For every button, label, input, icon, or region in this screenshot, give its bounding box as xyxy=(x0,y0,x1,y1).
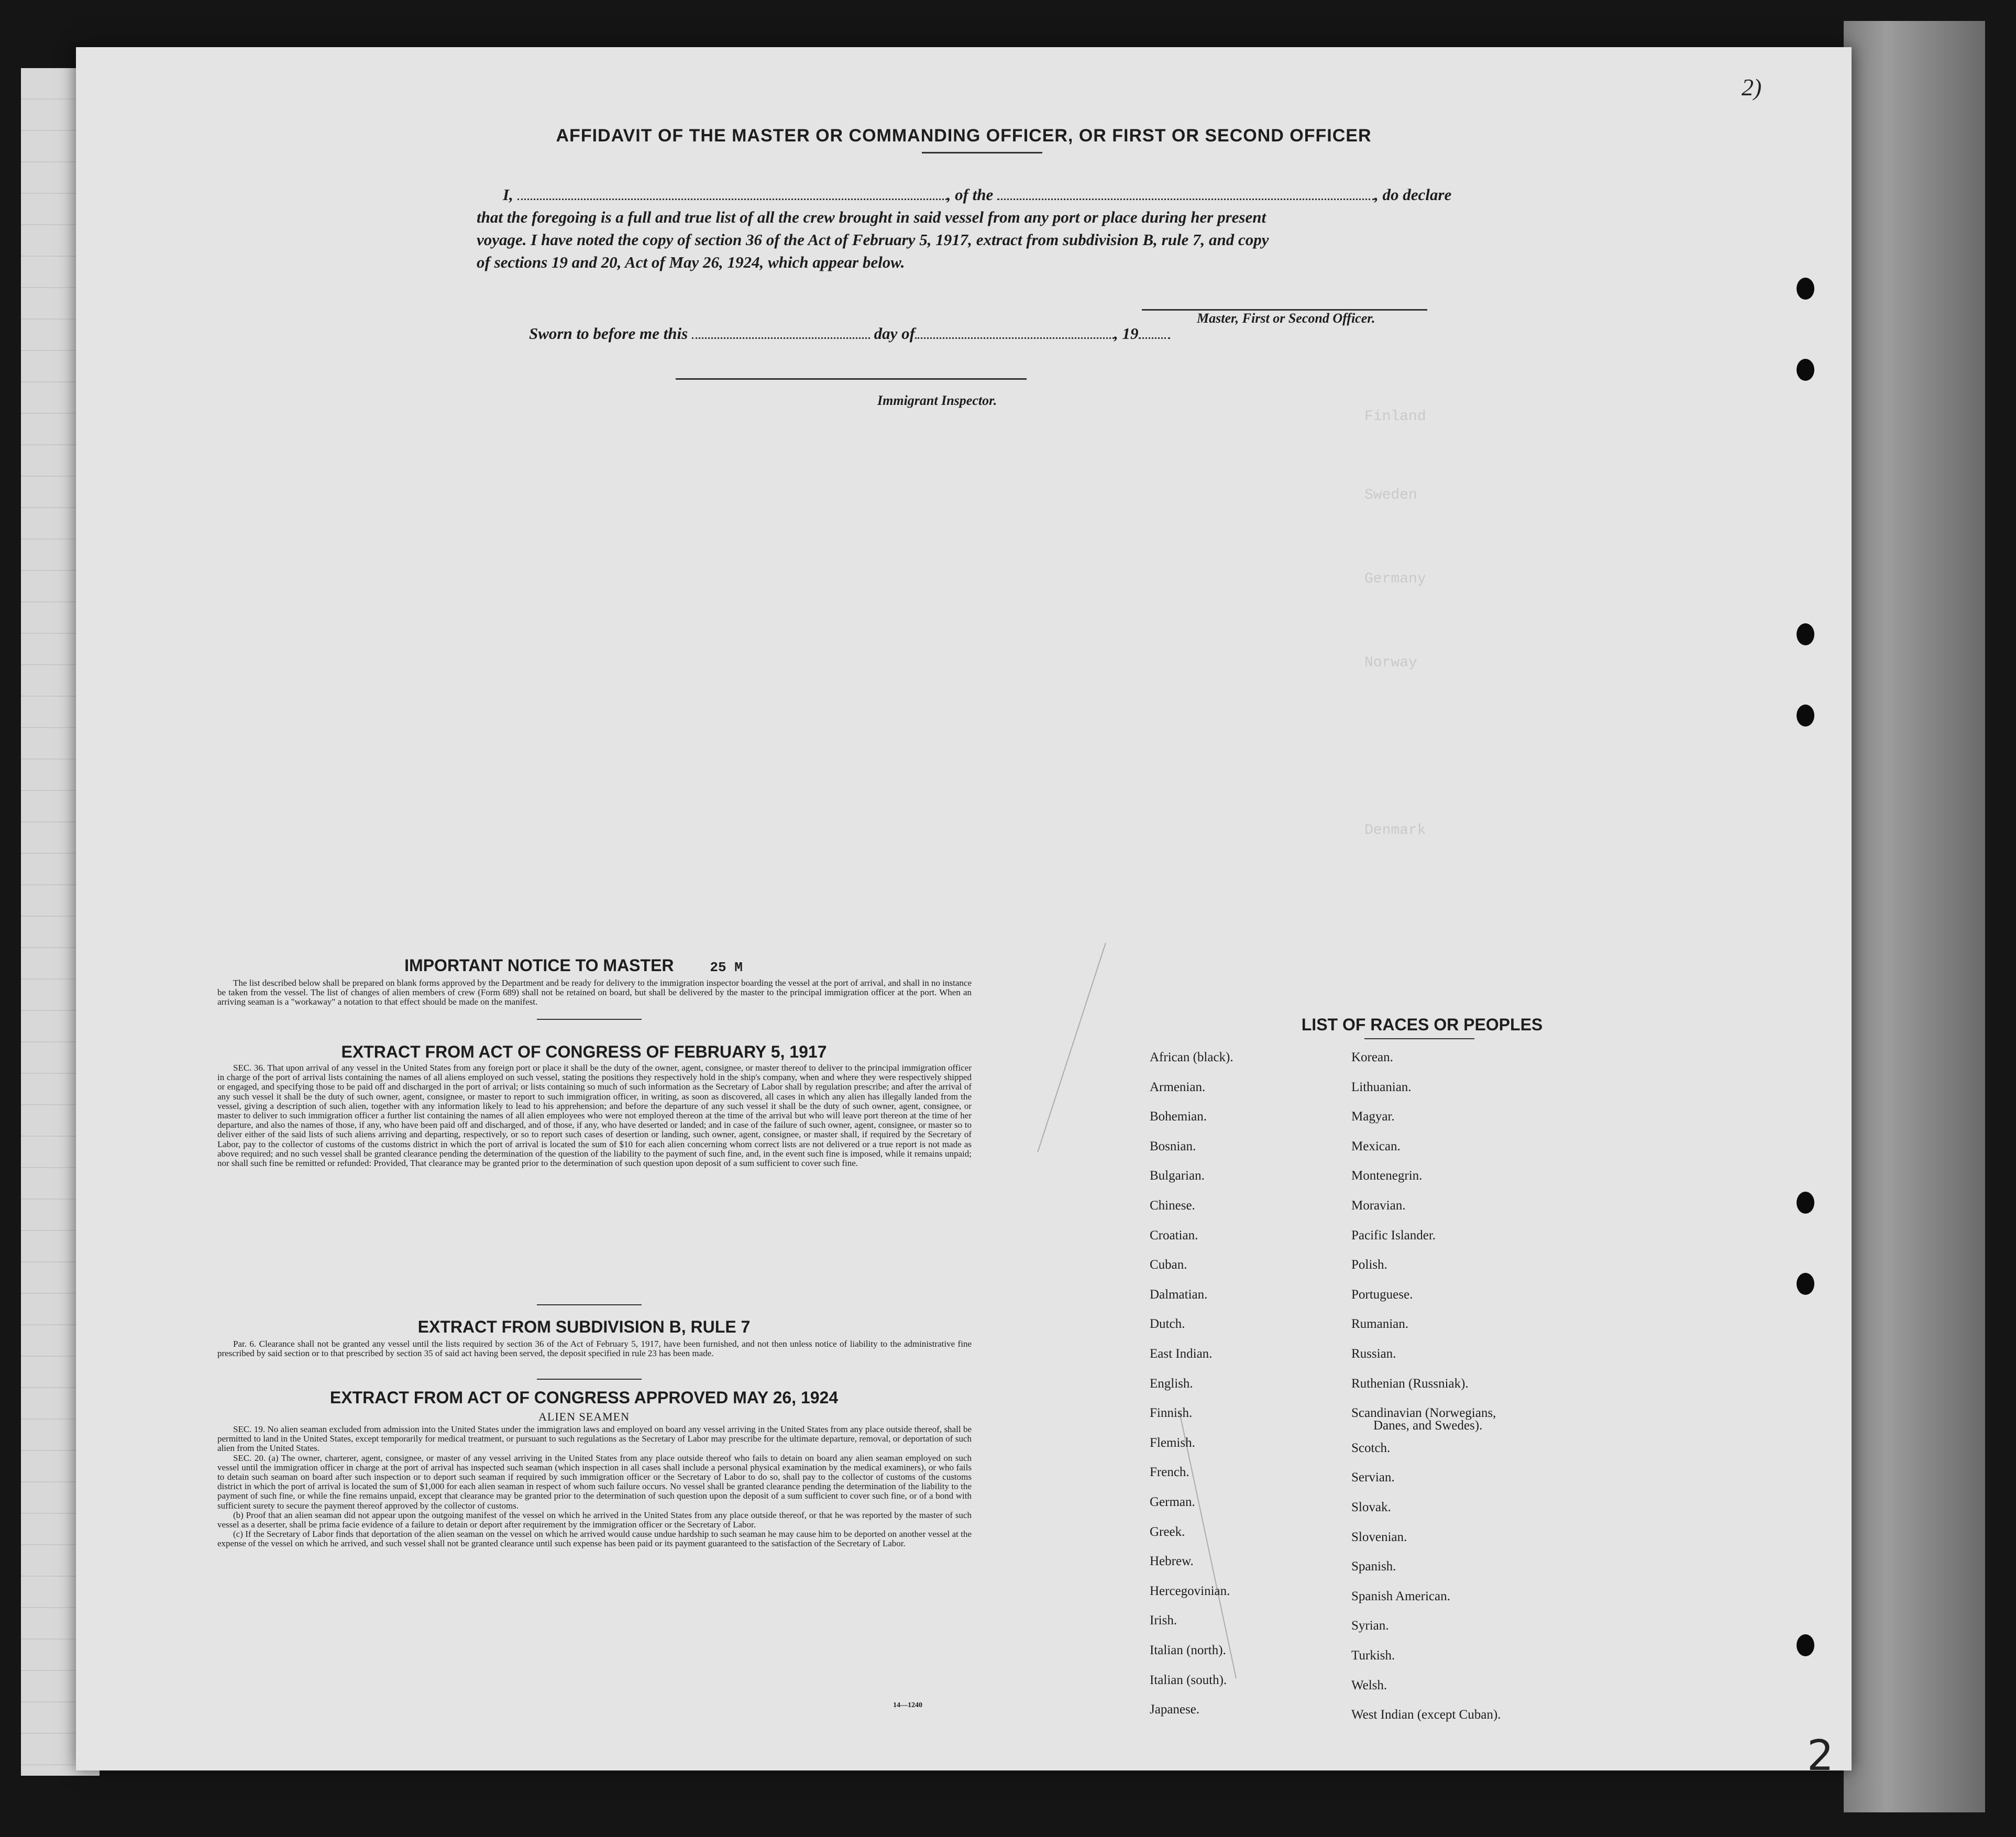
inspector-signature-caption: Immigrant Inspector. xyxy=(877,393,997,408)
extract-1924-title: EXTRACT FROM ACT OF CONGRESS APPROVED MAY 26, 1924 xyxy=(329,1388,839,1407)
race-item: Ruthenian (Russniak). xyxy=(1351,1376,1469,1391)
affidavit-text: I, xyxy=(503,185,513,204)
race-item: Scotch. xyxy=(1351,1440,1391,1455)
race-item: Pacific Islander. xyxy=(1351,1228,1436,1242)
race-item: Korean. xyxy=(1351,1050,1393,1064)
punch-hole xyxy=(1797,359,1814,381)
race-item: Slovak. xyxy=(1351,1500,1391,1514)
sec-20c-paragraph: (c) If the Secretary of Labor finds that deportation of the alien seaman on the vessel on which he arrived would cause undue hardship to such seaman he may cause him to be deported on another vessel at the expense of the vessel on which he arrived, and such vessel shall not be granted clearance until such expense has been paid or its payment guaranteed to the satisfaction of the Secretary of Labor. xyxy=(217,1529,972,1549)
affidavit-line-2: that the foregoing is a full and true list of all the crew brought in said vessel from any port or place during her present xyxy=(477,208,1266,226)
extract-1924-text xyxy=(217,1425,972,1549)
extract-1917-title: EXTRACT FROM ACT OF CONGRESS OF FEBRUARY 5, 1917 xyxy=(341,1042,827,1061)
extract-1917-paragraph: SEC. 36. That upon arrival of any vessel in the United States from any foreign port or place it shall be the duty of the owner, agent, consignee, or master thereof to deliver to the principal immigration officer in charge of the port of arrival lists containing the names of all aliens employed on such vessel, stating the positions they respectively hold in the ship's company, when and where they were respectively shipped or engaged, and specifying those to be paid off and discharged in the port of arrival; or lists containing so much of such information as the Secretary of Labor shall by regulation prescribe; and after the arrival of any such vessel it shall be the duty of such owner, agent, consignee, or master to report to such immigration officer, in writing, as soon as discovered, all cases in which any alien has illegally landed from the vessel, giving a description of such alien, together with any information likely to lead to his apprehension; and before the departure of any such vessel it shall be the duty of such owner, agent, consignee, or master to deliver to such immigration officer a further list containing the names of all alien employees who were not employed thereon at the time of the arrival but who will leave port thereon at the time of her departure, and also the names of those, if any, who have been paid off and discharged, and of those, if any, who have deserted or landed; and in case of the failure of such owner, agent, consignee, or master so to deliver either of the said lists of such aliens arriving and departing, respectively, or so to report such cases of desertion or landing, such owner, agent, consignee, or master shall, if required by the Secretary of Labor, pay to the collector of customs of the customs district in which the port of arrival is located the sum of $10 for each alien concerning whom correct lists are not delivered or a true report is not made as above required; and no such vessel shall be granted clearance pending the determination of the question of the liability to the payment of such fine, and, in the event such fine is imposed, while it remains unpaid; nor shall such fine be remitted or refunded: Provided, That clearance may be granted prior to the determination of such question upon deposit of a sum sufficient to cover such fine. xyxy=(217,1063,972,1169)
race-item: Russian. xyxy=(1351,1347,1396,1361)
race-item: Japanese. xyxy=(1150,1702,1200,1717)
affidavit-text: , of the xyxy=(946,185,994,204)
subdivision-b-title: EXTRACT FROM SUBDIVISION B, RULE 7 xyxy=(417,1317,751,1336)
race-item: Flemish. xyxy=(1150,1435,1195,1450)
races-title: LIST OF RACES OR PEOPLES xyxy=(1301,1015,1543,1034)
document-page xyxy=(76,47,1852,1780)
affidavit-line-4: of sections 19 and 20, Act of May 26, 1924, which appear below. xyxy=(477,253,905,271)
bleed-through: Denmark xyxy=(1364,822,1426,839)
race-item: French. xyxy=(1150,1465,1189,1480)
race-item: Dalmatian. xyxy=(1150,1287,1208,1302)
race-item: Welsh. xyxy=(1351,1678,1387,1692)
race-item: Moravian. xyxy=(1351,1198,1406,1213)
sworn-line xyxy=(529,322,1603,345)
affidavit-line-1 xyxy=(503,183,1577,206)
punch-hole xyxy=(1797,705,1814,727)
punch-hole xyxy=(1797,1192,1814,1214)
race-item: West Indian (except Cuban). xyxy=(1351,1708,1501,1722)
sworn-text: day of xyxy=(874,324,915,343)
race-item: Montenegrin. xyxy=(1351,1169,1423,1183)
name-blank[interactable] xyxy=(517,184,947,200)
pencil-stroke xyxy=(1179,1412,1237,1678)
race-item: Greek. xyxy=(1150,1524,1185,1539)
form-number: 14—1240 xyxy=(893,1701,922,1709)
sec-20a-paragraph: SEC. 20. (a) The owner, charterer, agent, consignee, or master of any vessel arriving in the United States from any place outside thereof who fails to detain on board any alien seaman employed on such vessel until the immigration officer in charge at the port of arrival has inspected such seaman (which inspection in all cases shall include a personal physical examination by the medical examiners), or who fails to detain such seaman on board after such inspection or to deport such seaman if required by such immigration officer or the Secretary of Labor to do so, shall pay to the collector of customs of the customs district in which the port of arrival is located the sum of $1,000 for each alien seaman in respect of whom such failure occurs. No vessel shall be granted clearance pending the determination of the liability to the payment of such fine, or while the fine remains unpaid, except that clearance may be granted prior to the determination of such question upon the deposit of a sum sufficient to cover such fine, or of a bond with sufficient surety to secure the payment thereof approved by the collector of customs. xyxy=(217,1453,972,1511)
race-item: Spanish. xyxy=(1351,1559,1396,1574)
race-item: Magyar. xyxy=(1351,1109,1395,1124)
race-item: Rumanian. xyxy=(1351,1317,1409,1332)
race-item: Lithuanian. xyxy=(1351,1080,1412,1094)
race-item: Finnish. xyxy=(1150,1406,1193,1421)
race-item: Bulgarian. xyxy=(1150,1169,1205,1183)
race-item: Bohemian. xyxy=(1150,1109,1207,1124)
race-item: Spanish American. xyxy=(1351,1589,1450,1603)
bleed-through: Sweden xyxy=(1364,487,1417,503)
sworn-text: Sworn to before me this xyxy=(529,324,688,343)
sworn-year-blank[interactable] xyxy=(1139,323,1170,339)
bleed-through: Norway xyxy=(1364,655,1417,671)
sworn-text: , 19 xyxy=(1114,324,1139,343)
bleed-through: Finland xyxy=(1364,409,1426,425)
race-item: Hebrew. xyxy=(1150,1554,1194,1569)
race-item: Bosnian. xyxy=(1150,1139,1196,1153)
race-item: African (black). xyxy=(1150,1050,1233,1064)
notice-title xyxy=(76,956,1071,975)
sworn-day-blank[interactable] xyxy=(692,323,870,339)
race-item: Irish. xyxy=(1150,1613,1177,1628)
race-item: German. xyxy=(1150,1495,1195,1509)
extract-1924-subtitle: ALIEN SEAMEN xyxy=(538,1410,630,1423)
race-item: Italian (south). xyxy=(1150,1673,1227,1687)
race-item: Hercegovinian. xyxy=(1150,1583,1230,1598)
underlying-sheet-right xyxy=(1844,21,1985,1812)
punch-hole xyxy=(1797,1634,1814,1656)
notice-text xyxy=(217,978,972,1007)
race-item: Italian (north). xyxy=(1150,1643,1226,1657)
race-item: Servian. xyxy=(1351,1470,1395,1485)
race-item: Scandinavian (Norwegians, xyxy=(1351,1406,1496,1421)
race-item: Croatian. xyxy=(1150,1228,1198,1242)
race-item: Danes, and Swedes). xyxy=(1373,1418,1483,1433)
section-rule xyxy=(537,1379,642,1380)
punch-hole xyxy=(1797,623,1814,645)
master-signature-caption: Master, First or Second Officer. xyxy=(1197,311,1375,326)
race-item: Slovenian. xyxy=(1351,1530,1407,1544)
race-item: Syrian. xyxy=(1351,1619,1389,1633)
race-item: English. xyxy=(1150,1376,1193,1391)
sworn-month-blank[interactable] xyxy=(915,323,1114,339)
sec-19-paragraph: SEC. 19. No alien seaman excluded from admission into the United States under the immigration laws and employed on board any vessel arriving in the United States from any place outside thereof, shall be permitted to land in the United States, except temporarily for medical treatment, or pursuant to such regulations as the Secretary of Labor may prescribe for the ultimate departure, removal, or deportation of such alien from the United States. xyxy=(217,1424,972,1454)
notice-title-text: IMPORTANT NOTICE TO MASTER xyxy=(404,956,674,975)
punch-hole xyxy=(1797,278,1814,300)
notice-paragraph: The list described below shall be prepared on blank forms approved by the Department and be ready for delivery to the immigration inspector boarding the vessel at the port of arrival, and shall in no instance be taken from the vessel. The list of changes of alien members of crew (Form 689) shall not be retained on board, but shall be delivered by the master to the principal immigration officer at the port. When an arriving seaman is a "workaway" a notation to that effect should be made on the manifest. xyxy=(217,978,972,1007)
inspector-signature-line[interactable] xyxy=(676,378,1027,380)
notice-stamp: 25 M xyxy=(710,960,743,975)
race-item: Turkish. xyxy=(1351,1648,1395,1663)
vessel-blank[interactable] xyxy=(997,184,1374,200)
race-item: East Indian. xyxy=(1150,1347,1213,1361)
race-item: Chinese. xyxy=(1150,1198,1195,1213)
affidavit-line-3: voyage. I have noted the copy of section 36 of the Act of February 5, 1917, extract from subdivision B, rule 7, and copy xyxy=(477,230,1269,249)
section-rule xyxy=(537,1304,642,1305)
subdivision-b-paragraph: Par. 6. Clearance shall not be granted any vessel until the lists required by section 36 of the Act of February 5, 1917, have been furnished, and not then unless notice of liability to the administrative fine prescribed by said section or to that prescribed by section 35 of said act having been served, the deposit specified in rule 23 has been made. xyxy=(217,1339,972,1359)
section-rule xyxy=(537,1019,642,1020)
race-item: Mexican. xyxy=(1351,1139,1401,1153)
race-item: Polish. xyxy=(1351,1258,1387,1272)
race-item: Dutch. xyxy=(1150,1317,1185,1332)
race-item: Cuban. xyxy=(1150,1258,1187,1272)
affidavit-text: , do declare xyxy=(1374,185,1452,204)
race-item: Portuguese. xyxy=(1351,1287,1413,1302)
subdivision-b-text xyxy=(217,1339,972,1358)
handwritten-mark: 2 xyxy=(1807,1731,1834,1780)
race-item: Armenian. xyxy=(1150,1080,1206,1094)
races-title-rule xyxy=(1364,1038,1474,1039)
handwritten-page-number: 2) xyxy=(1742,74,1762,101)
title-rule xyxy=(922,152,1042,153)
bleed-through: Germany xyxy=(1364,571,1426,587)
affidavit-title: AFFIDAVIT OF THE MASTER OR COMMANDING OFFICER, OR FIRST OR SECOND OFFICER xyxy=(556,126,1372,146)
sec-20b-paragraph: (b) Proof that an alien seaman did not appear upon the outgoing manifest of the vessel on which he arrived in the United States from any place outside thereof, or that he was reported by the master of such vessel as a deserter, shall be prima facie evidence of a failure to detain or deport after requirement by the immigration officer or the Secretary of Labor. xyxy=(217,1510,972,1530)
punch-hole xyxy=(1797,1273,1814,1295)
extract-1917-text xyxy=(217,1063,972,1168)
